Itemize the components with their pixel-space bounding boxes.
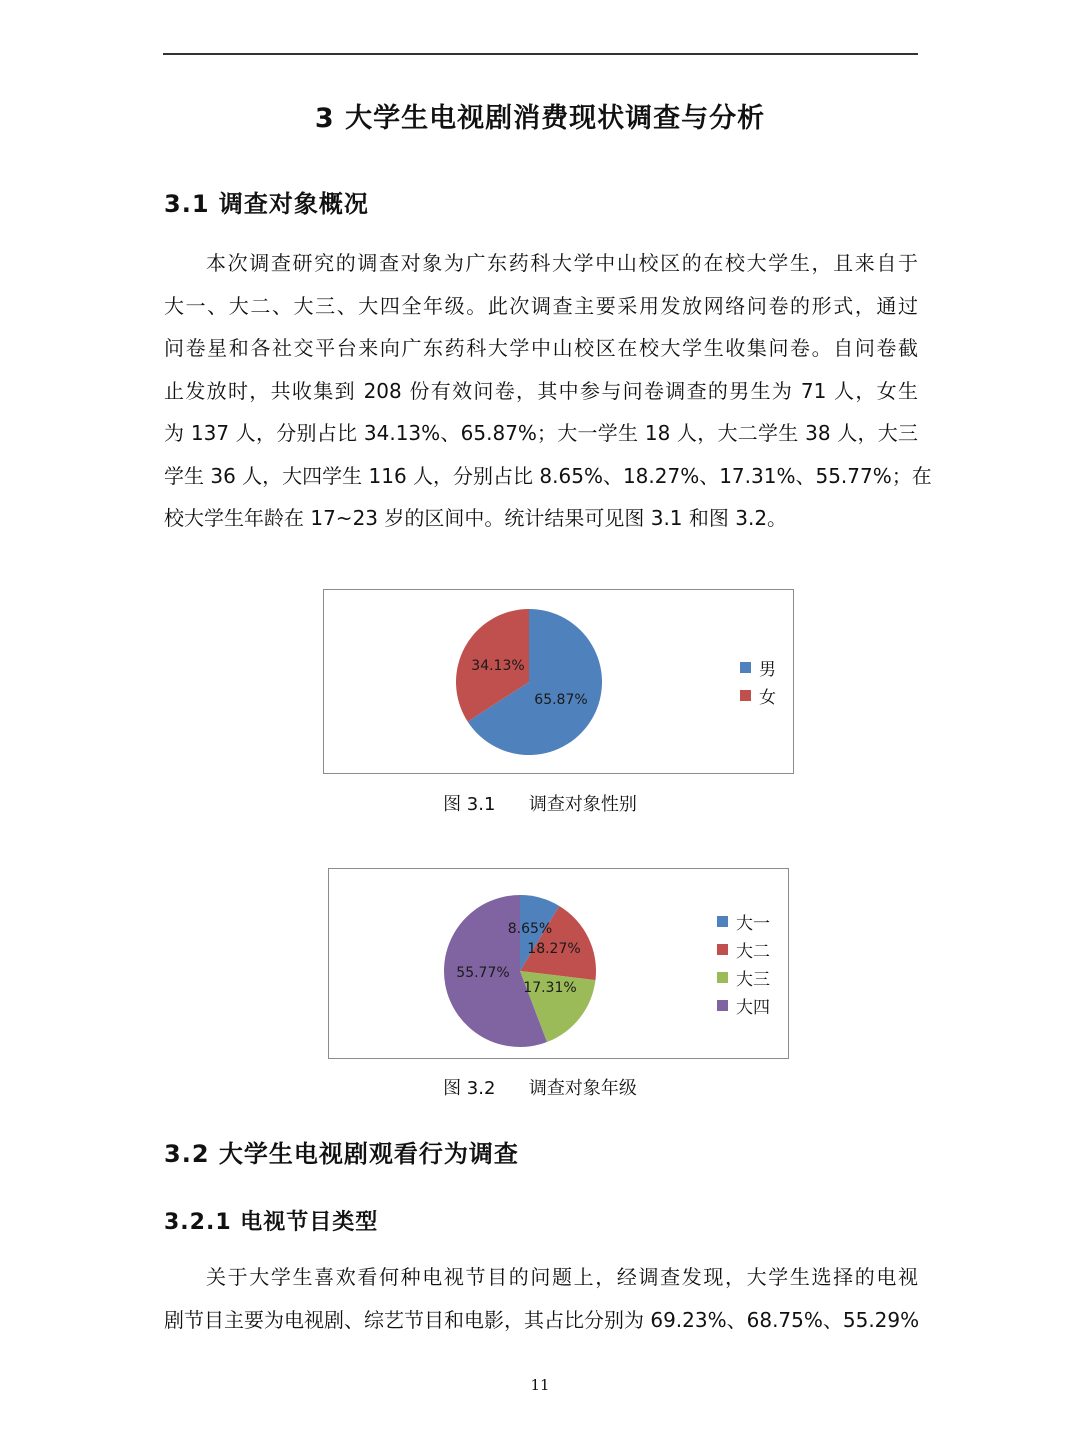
legend-swatch — [717, 916, 728, 927]
section-heading-3-1: 3.1 调查对象概况 — [164, 190, 369, 218]
caption-text: 调查对象性别 — [528, 794, 637, 815]
caption-number: 图 3.2 — [443, 1078, 496, 1099]
paragraph-line: 大一、大二、大三、大四全年级。此次调查主要采用发放网络问卷的形式，通过 — [164, 293, 918, 318]
section-heading-3-2: 3.2 大学生电视剧观看行为调查 — [164, 1140, 519, 1168]
legend-label: 大四 — [736, 997, 770, 1018]
paragraph-line: 学生 36 人，大四学生 116 人，分别占比 8.65%、18.27%、17.31%、55.77%；在 — [164, 463, 932, 488]
figure-3-1-chart — [323, 589, 794, 774]
legend-item-freshman — [717, 907, 770, 935]
subsection-heading-3-2-1: 3.2.1 电视节目类型 — [164, 1210, 379, 1235]
data-label-大三: 17.31% — [523, 980, 577, 996]
header-rule — [163, 53, 918, 55]
legend-item-male — [740, 653, 776, 681]
legend-item-senior — [717, 991, 770, 1019]
legend-swatch — [740, 662, 751, 673]
legend-label: 大一 — [736, 913, 770, 934]
legend-swatch — [717, 1000, 728, 1011]
page-number: 11 — [530, 1376, 550, 1394]
legend-swatch — [740, 690, 751, 701]
legend-label: 大二 — [736, 941, 770, 962]
legend-item-junior — [717, 963, 770, 991]
data-label-大一: 8.65% — [507, 921, 553, 937]
legend-swatch — [717, 944, 728, 955]
legend-item-female — [740, 681, 776, 709]
caption-text: 调查对象年级 — [528, 1078, 637, 1099]
paragraph-line: 本次调查研究的调查对象为广东药科大学中山校区的在校大学生，且来自于 — [206, 251, 918, 275]
paragraph-tv-program-types — [164, 1256, 918, 1341]
paragraph-line: 关于大学生喜欢看何种电视节目的问题上，经调查发现，大学生选择的电视 — [206, 1265, 918, 1289]
gender-pie-chart — [324, 590, 793, 773]
paragraph-line: 止发放时，共收集到 208 份有效问卷，其中参与问卷调查的男生为 71 人，女生 — [164, 378, 918, 403]
figure-3-1-caption — [0, 790, 1080, 816]
paragraph-line: 剧节目主要为电视剧、综艺节目和电影，其占比分别为 69.23%、68.75%、55.29% — [164, 1307, 920, 1332]
data-label-大二: 18.27% — [527, 941, 581, 957]
gender-legend — [740, 653, 776, 709]
chapter-title: 3 大学生电视剧消费现状调查与分析 — [314, 103, 766, 134]
paragraph-line: 问卷星和各社交平台来向广东药科大学中山校区在校大学生收集问卷。自问卷截 — [164, 336, 918, 360]
data-label-男: 65.87% — [534, 692, 588, 708]
grade-legend — [717, 907, 770, 1019]
figure-3-2-chart — [328, 868, 789, 1059]
legend-label: 女 — [759, 687, 776, 708]
paragraph-survey-overview — [164, 242, 932, 540]
legend-item-sophomore — [717, 935, 770, 963]
paragraph-line: 为 137 人，分别占比 34.13%、65.87%；大一学生 18 人，大二学生 38 人，大三 — [164, 421, 918, 445]
legend-label: 男 — [759, 659, 776, 680]
caption-number: 图 3.1 — [443, 794, 496, 815]
data-label-女: 34.13% — [471, 658, 525, 674]
paragraph-line: 校大学生年龄在 17~23 岁的区间中。统计结果可见图 3.1 和图 3.2。 — [164, 506, 788, 530]
data-label-大四: 55.77% — [456, 965, 510, 981]
legend-swatch — [717, 972, 728, 983]
figure-3-2-caption — [0, 1074, 1080, 1100]
legend-label: 大三 — [736, 969, 770, 990]
